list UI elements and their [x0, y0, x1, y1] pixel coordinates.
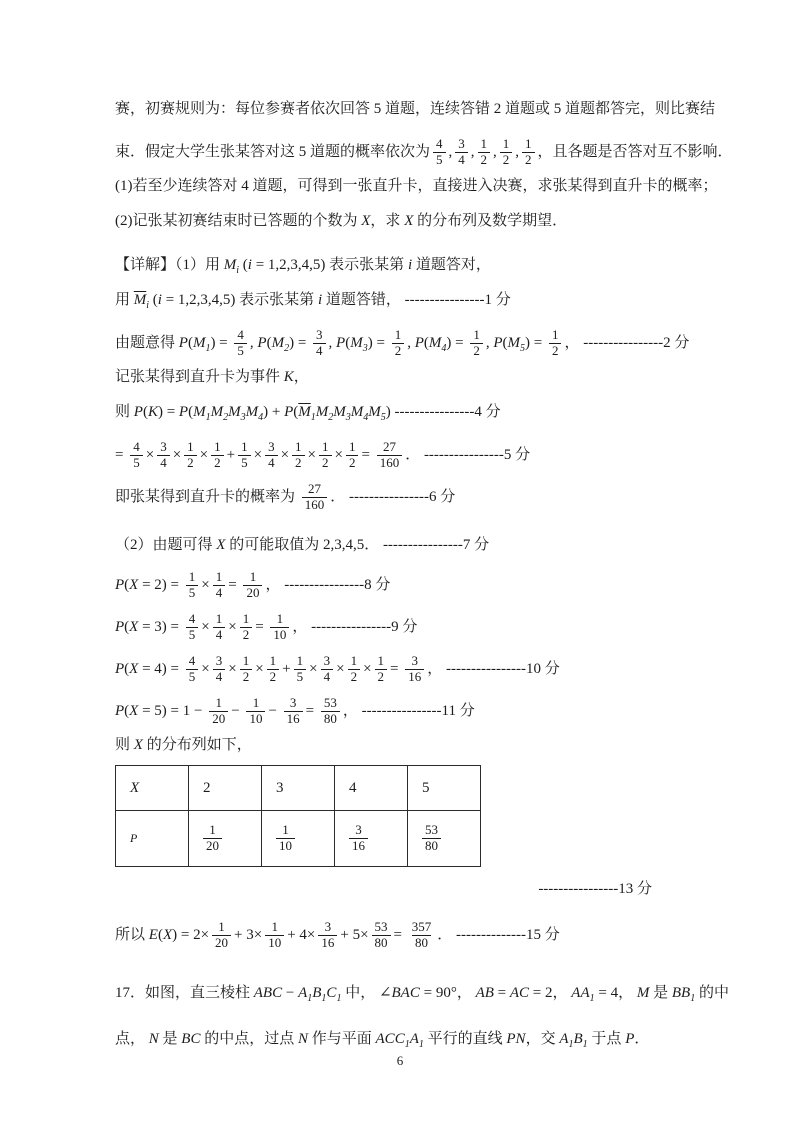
math-var: i — [247, 256, 252, 273]
doc-line — [115, 565, 688, 605]
math-var: AB — [475, 984, 494, 1001]
text-run: 点， — [115, 1030, 149, 1047]
fraction: $\frac{1}{2}$ — [549, 328, 562, 359]
table-cell — [116, 766, 189, 811]
text-run: − — [268, 702, 281, 719]
text-run: ( — [142, 403, 148, 420]
table-row-x — [116, 766, 481, 811]
text-run: ( — [266, 334, 272, 351]
text-run: 的可能取值为 2,3,4,5． ----------------7 分 — [225, 536, 490, 553]
text-run: × — [201, 576, 210, 593]
text-run: ( — [239, 256, 248, 273]
fraction: $\frac{1}{20}$ — [209, 696, 228, 727]
text-run: , — [515, 143, 520, 160]
text-run: × — [334, 446, 343, 463]
text-run: = 90°， — [419, 984, 476, 1001]
text-run: , — [493, 143, 497, 160]
text-run: = 4， — [594, 984, 637, 1001]
text-run: = 2， — [529, 984, 572, 1001]
fraction: $\frac{1}{10}$ — [246, 696, 265, 727]
fraction: $\frac{4}{5}$ — [433, 137, 446, 168]
math-subscript: $M_2$ — [271, 334, 290, 354]
text-run: + 3× — [234, 926, 263, 943]
fraction: $\frac{53}{80}$ — [422, 823, 441, 854]
doc-line — [115, 607, 688, 647]
math-subscript: $M_i$ — [223, 256, 240, 276]
fraction: $\frac{4}{5}$ — [234, 328, 247, 359]
fraction: $\frac{1}{10}$ — [276, 823, 295, 854]
text-run: ) = 2× — [172, 926, 210, 943]
math-var: P — [178, 334, 188, 351]
text-run: = — [361, 446, 374, 463]
doc-line — [115, 174, 718, 198]
fraction: $\frac{1}{2}$ — [292, 440, 305, 471]
math-subscript: $A_1$ — [559, 1030, 574, 1050]
math-subscript: $B_1$ — [312, 984, 327, 1004]
math-var: i — [157, 291, 162, 308]
text-run: ． ----------------6 分 — [330, 488, 456, 505]
math-var: X — [129, 660, 139, 677]
math-var: X — [129, 618, 139, 635]
math-var: X — [361, 212, 371, 229]
text-run: = 1,2,3,4,5) 表示张某第 — [251, 256, 408, 273]
table-cell: 5 — [408, 766, 481, 811]
math-var: X — [133, 736, 143, 753]
math-var: BAC — [391, 984, 420, 1001]
fraction: $\frac{1}{2}$ — [522, 137, 535, 168]
math-subscript: $B_1$ — [573, 1030, 588, 1050]
fraction: $\frac{53}{80}$ — [372, 920, 391, 951]
text-run: ． — [634, 1030, 650, 1047]
math-var: P — [115, 618, 125, 635]
text-run: ( — [502, 334, 508, 351]
math-subscript: $M_1$ — [193, 403, 211, 423]
text-run: ) = — [367, 334, 389, 351]
text-run: × — [363, 660, 372, 677]
doc-line — [115, 132, 733, 172]
math-subscript: $\overline{M}_i$ — [133, 291, 150, 311]
text-run: 的分布列如下， — [142, 736, 252, 753]
text-run: × — [280, 446, 290, 463]
fraction: $\frac{3}{16}$ — [318, 920, 337, 951]
math-var: P — [178, 403, 189, 420]
text-run: ，求 — [370, 212, 405, 229]
text-run: ， ----------------9 分 — [292, 618, 418, 635]
fraction: $\frac{1}{5}$ — [186, 570, 199, 601]
math-subscript: $M_2$ — [315, 403, 334, 423]
fraction: $\frac{27}{160}$ — [302, 482, 328, 513]
table-row-p — [116, 811, 481, 867]
fraction: $\frac{1}{2}$ — [375, 654, 388, 685]
text-run: × — [253, 446, 263, 463]
text-run: 道题答对， — [412, 256, 491, 273]
fraction: $\frac{1}{4}$ — [213, 570, 226, 601]
text-run: ( — [124, 576, 130, 593]
math-var: P — [115, 576, 125, 593]
doc-line — [115, 915, 688, 955]
doc-line — [115, 400, 688, 424]
fraction: $\frac{3}{4}$ — [455, 137, 468, 168]
text-run: = 4) = — [138, 660, 183, 677]
math-subscript: $A_1$ — [298, 984, 313, 1004]
text-run: = — [228, 576, 241, 593]
fraction: $\frac{3}{4}$ — [313, 328, 326, 359]
math-subscript: $M_3$ — [228, 403, 246, 423]
text-run: = 3) = — [138, 618, 183, 635]
math-subscript: $A_1$ — [409, 1030, 424, 1050]
text-run: ) = — [210, 334, 232, 351]
fraction: $\frac{1}{10}$ — [270, 612, 289, 643]
math-var: AC — [375, 1030, 395, 1047]
text-run: 的分布列及数学期望． — [413, 212, 568, 229]
text-run: 中， ∠ — [341, 984, 392, 1001]
text-run: − — [231, 702, 244, 719]
text-run: × — [228, 660, 237, 677]
math-var: K — [283, 368, 294, 385]
fraction: $\frac{4}{5}$ — [130, 440, 143, 471]
text-run: ， ----------------8 分 — [265, 576, 391, 593]
text-run: ( — [124, 618, 130, 635]
table-cell — [262, 811, 335, 867]
text-run: ( — [157, 926, 163, 943]
text-run: , — [249, 334, 258, 351]
doc-line — [115, 288, 688, 312]
fraction: $\frac{1}{2}$ — [267, 654, 280, 685]
math-var: A — [571, 984, 581, 1001]
doc-line — [115, 365, 688, 389]
math-var: X — [129, 702, 139, 719]
text-run: + — [282, 660, 291, 677]
text-run: ，交 — [525, 1030, 560, 1047]
table-cell: 3 — [262, 766, 335, 811]
text-run: ( — [124, 660, 130, 677]
fraction: $\frac{1}{5}$ — [238, 440, 251, 471]
text-run: 记张某得到直升卡为事件 — [115, 368, 284, 385]
math-var: i — [317, 291, 323, 308]
text-run: × — [228, 618, 237, 635]
text-run: 则 — [115, 736, 134, 753]
text-run: 用 — [115, 291, 134, 308]
math-subscript: $A_1$ — [580, 984, 595, 1004]
table-cell — [116, 811, 189, 867]
doc-line — [115, 877, 652, 901]
math-var: P — [625, 1030, 635, 1047]
text-run: ) = — [289, 334, 311, 351]
text-run: × — [172, 446, 182, 463]
text-run: 则 — [115, 403, 134, 420]
fraction: $\frac{1}{5}$ — [294, 654, 307, 685]
text-run: ( — [345, 334, 351, 351]
math-var: X — [404, 212, 414, 229]
math-subscript: $\overline{M}_1$ — [298, 403, 316, 423]
text-run: ( — [124, 702, 130, 719]
text-run: = — [393, 926, 406, 943]
text-run: = 2) = — [138, 576, 183, 593]
text-run: 赛，初赛规则为：每位参赛者依次回答 5 道题，连续答错 2 道题或 5 道题都答完，则比赛结 — [115, 100, 716, 117]
text-run: ， ----------------11 分 — [342, 702, 475, 719]
text-run: = 5) = 1 − — [138, 702, 207, 719]
text-run: , — [470, 143, 475, 160]
solution-text-block — [115, 97, 733, 757]
fraction: $\frac{1}{2}$ — [470, 328, 483, 359]
math-var: P — [493, 334, 503, 351]
text-run: ， — [293, 368, 309, 385]
math-subscript: $M_4$ — [350, 403, 369, 423]
text-run: = — [115, 446, 128, 463]
doc-line — [115, 981, 729, 1005]
text-run: × — [255, 660, 264, 677]
text-run: = — [305, 702, 318, 719]
text-run: × — [145, 446, 155, 463]
fraction: $\frac{1}{20}$ — [212, 920, 231, 951]
math-var: P — [414, 334, 424, 351]
fraction: $\frac{1}{2}$ — [240, 654, 253, 685]
fraction: $\frac{1}{2}$ — [348, 654, 361, 685]
doc-line — [115, 209, 688, 233]
fraction: $\frac{3}{4}$ — [321, 654, 334, 685]
fraction: $\frac{3}{4}$ — [157, 440, 170, 471]
text-run: ) = — [525, 334, 546, 351]
text-run: = — [493, 984, 510, 1001]
text-run: ， ----------------10 分 — [427, 660, 560, 677]
fraction: $\frac{1}{20}$ — [243, 570, 262, 601]
fraction: $\frac{1}{2}$ — [392, 328, 405, 359]
text-run: , — [485, 334, 494, 351]
fraction: $\frac{4}{5}$ — [186, 612, 199, 643]
text-run: 是 — [649, 984, 672, 1001]
math-var: P — [115, 660, 125, 677]
text-run: ) = — [157, 403, 179, 420]
text-run: 由题意得 — [115, 334, 179, 351]
x-label: X — [130, 779, 140, 796]
fraction: $\frac{1}{2}$ — [184, 440, 197, 471]
text-run: 【详解】（1）用 — [115, 256, 224, 273]
math-var: N — [148, 1030, 159, 1047]
fraction: $\frac{1}{2}$ — [240, 612, 253, 643]
fraction: $\frac{3}{4}$ — [265, 440, 278, 471]
text-run: ， ----------------2 分 — [564, 334, 690, 351]
text-run: 于点 — [587, 1030, 626, 1047]
table-cell: 2 — [189, 766, 262, 811]
math-var: P — [336, 334, 346, 351]
doc-line — [115, 533, 688, 557]
fraction: $\frac{1}{2}$ — [478, 137, 491, 168]
text-run: ( — [149, 291, 158, 308]
text-run: 束．假定大学生张某答对这 5 道题的概率依次为 — [115, 143, 431, 160]
text-run: ) = — [446, 334, 468, 351]
math-var: AC — [509, 984, 530, 1001]
text-run: 的中 — [695, 984, 729, 1001]
fraction: $\frac{3}{16}$ — [405, 654, 424, 685]
math-subscript: $C_1$ — [326, 984, 342, 1004]
doc-line — [115, 691, 688, 731]
math-subscript: $M_2$ — [210, 403, 229, 423]
text-run: × — [201, 618, 210, 635]
text-run: ----------------13 分 — [538, 880, 652, 897]
text-run: (1)若至少连续答对 4 道题，可得到一张直升卡，直接进入决赛，求张某得到直升卡的概率； — [115, 177, 718, 194]
text-run: = — [255, 618, 268, 635]
math-var: X — [216, 536, 226, 553]
text-run: ，且各题是否答对互不影响． — [537, 143, 733, 160]
text-run: 作与平面 — [308, 1030, 376, 1047]
math-var: K — [147, 403, 158, 420]
text-run: ( — [423, 334, 429, 351]
math-var: X — [162, 926, 173, 943]
fraction: $\frac{3}{16}$ — [349, 823, 368, 854]
math-var: PN — [506, 1030, 526, 1047]
doc-line — [115, 97, 716, 121]
math-subscript: $M_4$ — [428, 334, 447, 354]
math-var: P — [257, 334, 267, 351]
doc-line — [115, 323, 688, 363]
text-run: , — [407, 334, 415, 351]
fraction: $\frac{3}{16}$ — [284, 696, 303, 727]
text-run: = 1,2,3,4,5) 表示张某第 — [161, 291, 318, 308]
table-cell — [189, 811, 262, 867]
text-run: × — [199, 446, 209, 463]
math-var: N — [297, 1030, 308, 1047]
math-var: P — [133, 403, 143, 420]
text-run: + — [226, 446, 236, 463]
fraction: $\frac{1}{2}$ — [500, 137, 513, 168]
text-run: 道题答错， ----------------1 分 — [322, 291, 511, 308]
text-run: 所以 — [115, 926, 149, 943]
text-run: + 5× — [340, 926, 369, 943]
fraction: $\frac{1}{20}$ — [203, 823, 222, 854]
text-run: × — [336, 660, 345, 677]
solution-text-block-2 — [115, 877, 729, 1051]
fraction: $\frac{1}{2}$ — [319, 440, 332, 471]
math-subscript: $M_3$ — [350, 334, 368, 354]
p-label: P — [130, 831, 138, 845]
text-run: , — [328, 334, 337, 351]
text-run: ( — [293, 403, 299, 420]
math-subscript: $M_5$ — [368, 403, 386, 423]
doc-line — [115, 733, 688, 757]
text-run: ( — [188, 403, 194, 420]
distribution-table — [115, 765, 481, 867]
math-subscript: $M_5$ — [507, 334, 525, 354]
text-run: (2)记张某初赛结束时已答题的个数为 — [115, 212, 362, 229]
doc-line — [115, 253, 688, 277]
text-run: （2）由题可得 — [115, 536, 217, 553]
fraction: $\frac{3}{4}$ — [213, 654, 226, 685]
fraction: $\frac{1}{2}$ — [211, 440, 224, 471]
math-var: i — [407, 256, 413, 273]
fraction: $\frac{357}{80}$ — [411, 918, 432, 950]
math-var: E — [148, 926, 158, 943]
text-run: ) ----------------4 分 — [385, 403, 501, 420]
fraction: $\frac{27}{160}$ — [377, 440, 403, 471]
fraction: $\frac{4}{5}$ — [186, 654, 199, 685]
text-run: , — [448, 143, 453, 160]
page-number: 6 — [396, 1053, 404, 1068]
fraction: $\frac{1}{2}$ — [346, 440, 359, 471]
math-var: X — [129, 576, 139, 593]
text-run: − — [282, 984, 299, 1001]
fraction: $\frac{1}{10}$ — [265, 920, 284, 951]
math-subscript: $M_4$ — [245, 403, 264, 423]
table-cell: 4 — [335, 766, 408, 811]
text-run: × — [201, 660, 210, 677]
text-run: = — [390, 660, 403, 677]
math-subscript: $M_3$ — [333, 403, 351, 423]
math-subscript: $M_1$ — [192, 334, 211, 354]
math-var: P — [284, 403, 294, 420]
text-run: + 4× — [287, 926, 316, 943]
math-var: M — [636, 984, 650, 1001]
text-run: 17．如图，直三棱柱 — [115, 984, 254, 1001]
text-run: × — [307, 446, 316, 463]
table-cell — [408, 811, 481, 867]
doc-line — [115, 1027, 688, 1051]
math-var: B — [671, 984, 682, 1001]
math-subscript: $B_1$ — [681, 984, 696, 1004]
text-run: 平行的直线 — [423, 1030, 507, 1047]
text-run: ( — [187, 334, 193, 351]
text-run: ． ----------------5 分 — [405, 446, 531, 463]
fraction: $\frac{53}{80}$ — [321, 696, 340, 727]
doc-line — [115, 435, 688, 475]
math-subscript: $C_1$ — [394, 1030, 410, 1050]
text-run: 即张某得到直升卡的概率为 — [115, 488, 299, 505]
math-var: ABC — [253, 984, 283, 1001]
text-run: ． --------------15 分 — [437, 926, 560, 943]
fraction: $\frac{1}{4}$ — [213, 612, 226, 643]
math-var: P — [115, 702, 125, 719]
text-run: 的中点，过点 — [200, 1030, 298, 1047]
table-cell — [335, 811, 408, 867]
math-var: BC — [181, 1030, 201, 1047]
doc-line — [115, 477, 688, 517]
text-run: × — [309, 660, 318, 677]
text-run: ) + — [263, 403, 285, 420]
doc-line — [115, 649, 688, 689]
text-run: 是 — [158, 1030, 182, 1047]
